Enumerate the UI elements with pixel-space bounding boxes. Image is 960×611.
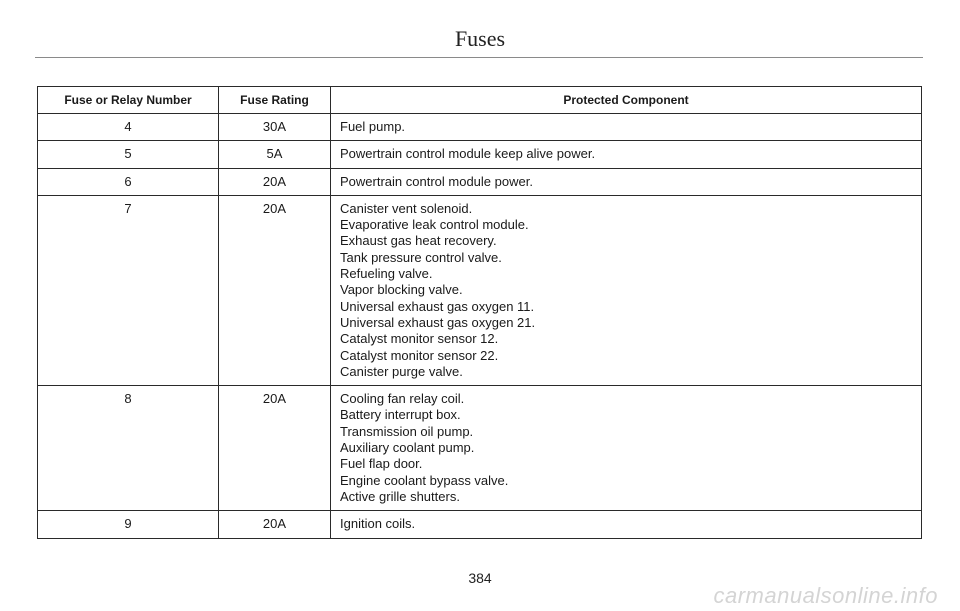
fuse-number-cell: 5: [38, 141, 219, 168]
table-header-row: [38, 87, 922, 114]
protected-component-item: Active grille shutters.: [340, 488, 460, 504]
protected-component-item: Universal exhaust gas oxygen 21.: [340, 314, 536, 330]
fuse-rating-cell: 20A: [219, 195, 331, 385]
protected-component-item: Tank pressure control valve.: [340, 249, 502, 265]
table-row: [38, 386, 922, 511]
fuse-number-cell: 9: [38, 511, 219, 538]
protected-component-item: Powertrain control module power.: [340, 173, 533, 189]
fuse-rating-cell: 30A: [219, 114, 331, 141]
protected-component-cell: [331, 386, 922, 511]
protected-component-cell: [331, 511, 922, 538]
protected-component-item: Engine coolant bypass valve.: [340, 472, 509, 488]
protected-component-item: Fuel pump.: [340, 119, 406, 134]
page-number: 384: [468, 570, 492, 586]
table-row: [38, 511, 922, 538]
protected-component-item: Catalyst monitor sensor 22.: [340, 347, 499, 363]
fuse-table-body: [38, 114, 922, 539]
protected-component-cell: [331, 141, 922, 168]
fuse-number-cell: 7: [38, 195, 219, 385]
column-header-fuse-rating: Fuse Rating: [219, 87, 331, 114]
protected-component-cell: [331, 195, 922, 385]
protected-component-item: Transmission oil pump.: [340, 423, 474, 439]
fuse-rating-cell: 20A: [219, 511, 331, 538]
header-divider: [35, 57, 923, 58]
protected-component-item: Cooling fan relay coil.: [340, 391, 465, 407]
protected-component-item: Vapor blocking valve.: [340, 282, 463, 298]
protected-component-item: Fuel flap door.: [340, 456, 423, 472]
protected-component-item: Battery interrupt box.: [340, 407, 461, 423]
table-row: [38, 195, 922, 385]
protected-component-item: Auxiliary coolant pump.: [340, 440, 475, 456]
fuse-rating-cell: 20A: [219, 168, 331, 195]
protected-component-cell: [331, 114, 922, 141]
protected-component-item: Powertrain control module keep alive power.: [340, 146, 596, 162]
protected-component-item: Catalyst monitor sensor 12.: [340, 331, 499, 347]
table-row: [38, 114, 922, 141]
protected-component-item: Refueling valve.: [340, 266, 433, 282]
page-title: Fuses: [454, 26, 506, 51]
column-header-fuse-number: Fuse or Relay Number: [38, 87, 219, 114]
protected-component-item: Ignition coils.: [340, 516, 416, 532]
table-row: [38, 168, 922, 195]
protected-component-item: Evaporative leak control module.: [340, 217, 529, 233]
fuse-rating-cell: 5A: [219, 141, 331, 168]
protected-component-item: Exhaust gas heat recovery.: [340, 233, 497, 249]
protected-component-item: Universal exhaust gas oxygen 11.: [340, 298, 535, 314]
protected-component-cell: [331, 168, 922, 195]
column-header-protected-component: Protected Component: [331, 87, 922, 114]
fuse-rating-cell: 20A: [219, 386, 331, 511]
fuse-number-cell: 4: [38, 114, 219, 141]
protected-component-item: Canister purge valve.: [340, 363, 463, 379]
table-row: [38, 141, 922, 168]
watermark: carmanualsonline.info: [713, 583, 938, 608]
fuse-table: [37, 86, 922, 539]
protected-component-item: Canister vent solenoid.: [340, 200, 473, 216]
fuse-number-cell: 6: [38, 168, 219, 195]
fuse-number-cell: 8: [38, 386, 219, 511]
